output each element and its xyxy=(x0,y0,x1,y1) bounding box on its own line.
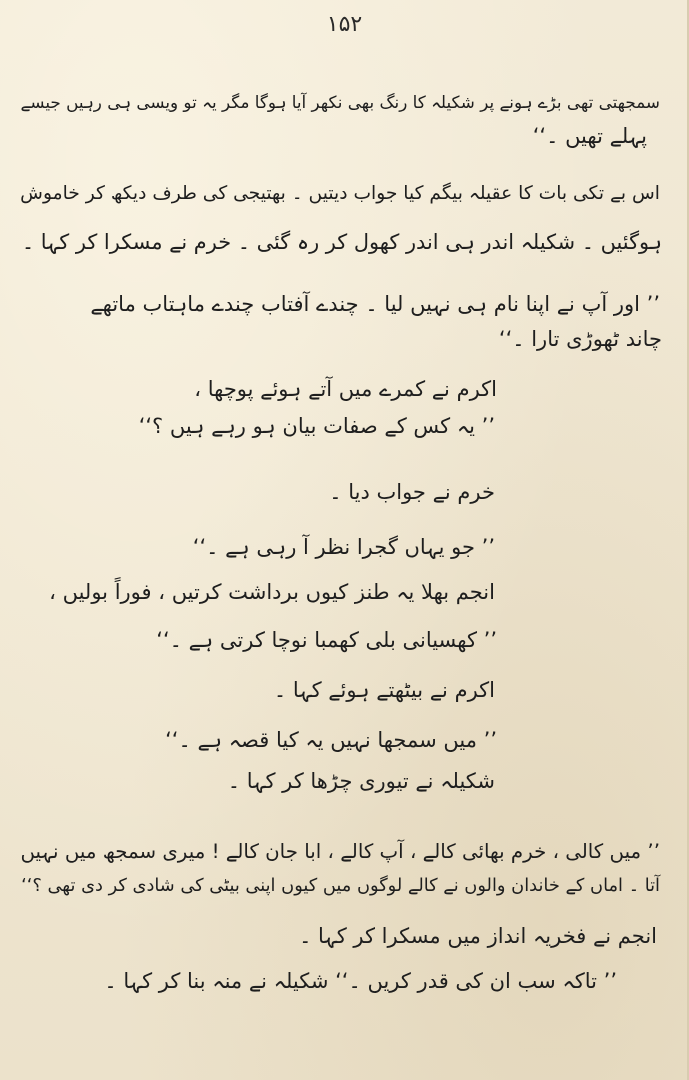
text-line: اکرم نے کمرے میں آتے ہوئے پوچھا ، xyxy=(194,377,497,401)
text-line: ’’ یہ کس کے صفات بیان ہو رہے ہیں ؟‘‘ xyxy=(138,414,495,438)
text-line: چاند ٹھوڑی تارا ۔‘‘ xyxy=(498,327,662,351)
page-number: ۱۵۲ xyxy=(326,12,363,37)
text-line: ’’ میں سمجھا نہیں یہ کیا قصہ ہے ۔‘‘ xyxy=(165,728,497,752)
text-line: خرم نے جواب دیا ۔ xyxy=(329,480,495,504)
text-line: ’’ کھسیانی بلی کھمبا نوچا کرتی ہے ۔‘‘ xyxy=(156,628,497,652)
text-line: ’’ جو یہاں گجرا نظر آ رہی ہے ۔‘‘ xyxy=(192,535,495,559)
text-line: ’’ میں کالی ، خرم بھائی کالے ، آپ کالے ، ابا جان کالے ! میری سمجھ میں نہیں xyxy=(20,840,660,863)
text-line: انجم نے فخریہ انداز میں مسکرا کر کہا ۔ xyxy=(299,924,657,948)
text-line: اکرم نے بیٹھتے ہوئے کہا ۔ xyxy=(273,678,495,702)
text-line: ہوگئیں ۔ شکیلہ اندر ہی اندر کھول کر رہ گئی ۔ خرم نے مسکرا کر کہا ۔ xyxy=(21,230,662,254)
text-line: سمجھتی تھی بڑے ہونے پر شکیلہ کا رنگ بھی نکھر آیا ہوگا مگر یہ تو ویسی ہی رہیں جیسے xyxy=(20,92,660,112)
text-line: آتا ۔ اماں کے خاندان والوں نے کالے لوگوں میں کیوں اپنی بیٹی کی شادی کر دی تھی ؟‘‘ xyxy=(21,875,660,896)
text-line: اس بے تکی بات کا عقیلہ بیگم کیا جواب دیتیں ۔ بھتیجی کی طرف دیکھ کر خاموش xyxy=(20,183,660,204)
text-line: ’’ اور آپ نے اپنا نام ہی نہیں لیا ۔ چندے آفتاب چندے ماہتاب ماتھے xyxy=(90,292,660,316)
text-line: انجم بھلا یہ طنز کیوں برداشت کرتیں ، فوراً بولیں ، xyxy=(49,580,495,604)
text-line: شکیلہ نے تیوری چڑھا کر کہا ۔ xyxy=(227,769,495,793)
text-line: پہلے تھیں ۔‘‘ xyxy=(532,124,647,148)
text-line: ’’ تاکہ سب ان کی قدر کریں ۔‘‘ شکیلہ نے منہ بنا کر کہا ۔ xyxy=(104,969,617,993)
